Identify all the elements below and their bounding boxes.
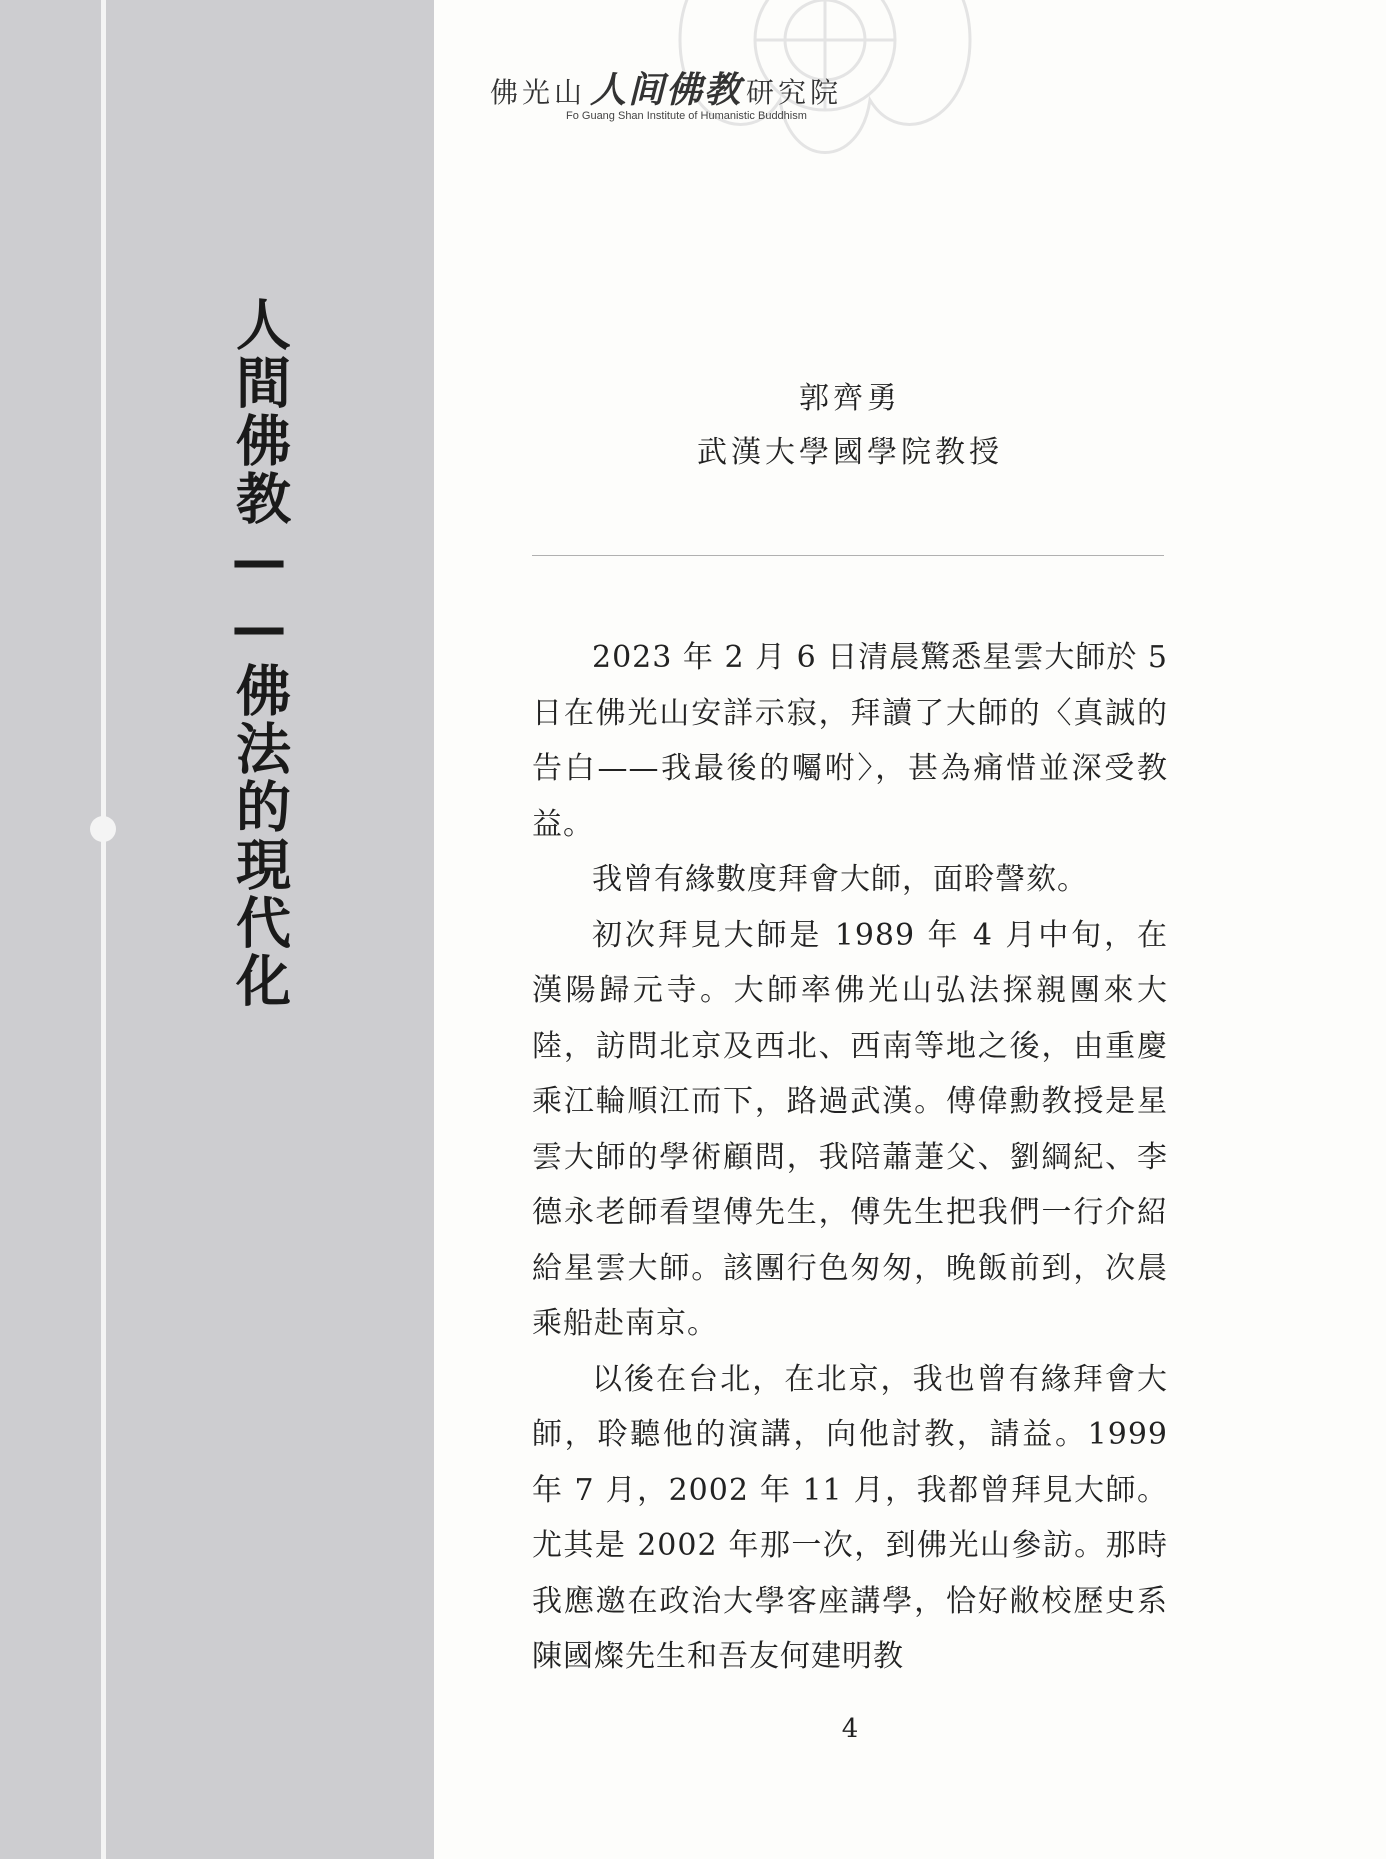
logo-english: Fo Guang Shan Institute of Humanistic Buddhism <box>566 110 807 122</box>
paragraph: 我曾有緣數度拜會大師，面聆謦欬。 <box>592 862 1088 897</box>
paragraph: 以後在台北，在北京，我也曾有緣拜會大師，聆聽他的演講，向他討教，請益。1999 年 7 月，2002 年 11 月，我都曾拜見大師。尤其是 2002 年那一次，到佛光山參訪。那時我應邀在政治大學客座講學，恰好敝校歷史系陳國燦先生和吾友何建明教 <box>532 1361 1168 1674</box>
logo-suffix: 研究院 <box>746 76 843 109</box>
institute-logo <box>490 62 910 132</box>
book-title-vertical: 人間佛教——佛法的現代化 <box>227 296 291 1010</box>
author-affiliation: 武漢大學國學院教授 <box>697 435 1003 470</box>
sidebar <box>0 0 434 1859</box>
sidebar-dot <box>90 816 116 842</box>
logo-chinese <box>490 62 842 113</box>
header-divider <box>532 555 1164 556</box>
author-block <box>532 372 1168 480</box>
paragraph: 2023 年 2 月 6 日清晨驚悉星雲大師於 5 日在佛光山安詳示寂，拜讀了大師的〈真誠的告白——我最後的囑咐〉，甚為痛惜並深受教益。 <box>532 640 1168 842</box>
logo-prefix: 佛光山 <box>490 76 587 109</box>
author-name: 郭齊勇 <box>799 381 901 416</box>
sidebar-divider-line <box>101 0 106 1859</box>
article-body <box>532 630 1168 1685</box>
logo-main: 人间佛教 <box>590 69 743 111</box>
page-number: 4 <box>841 1714 859 1744</box>
paragraph: 初次拜見大師是 1989 年 4 月中旬，在漢陽歸元寺。大師率佛光山弘法探親團來大陸，訪問北京及西北、西南等地之後，由重慶乘江輪順江而下，路過武漢。傅偉勳教授是星雲大師的學術顧問，我陪蕭萐父、劉綱紀、李德永老師看望傅先生，傅先生把我們一行介紹給星雲大師。該團行色匆匆，晚飯前到，次晨乘船赴南京。 <box>532 917 1168 1341</box>
